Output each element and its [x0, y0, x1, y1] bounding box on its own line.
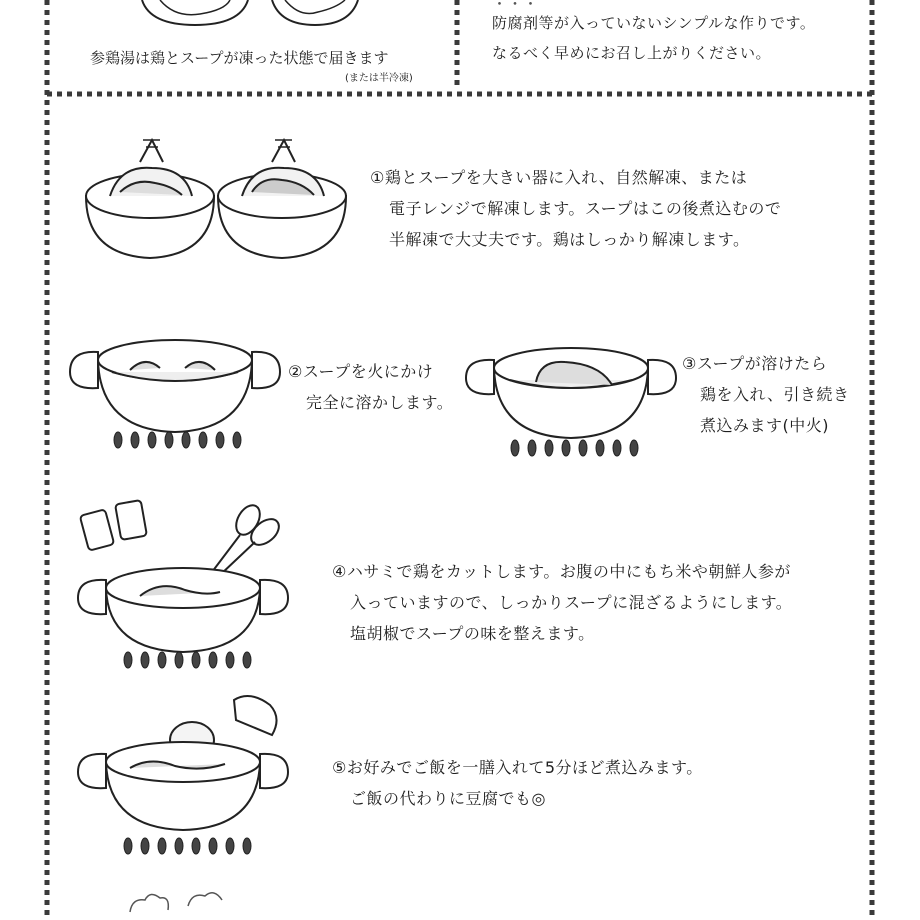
frozen-delivery-note: (または半冷凍) — [345, 73, 413, 84]
eat-soon-note: なるべく早めにお召し上がりください。 — [492, 44, 772, 62]
top-right-cut-line: ・・・ — [492, 0, 539, 13]
step-5-number: ⑤ — [332, 758, 347, 777]
step-4-line-1: ④ハサミで鶏をカットします。お腹の中にもち米や朝鮮人参が — [332, 562, 791, 581]
step-5-line-2: ご飯の代わりに豆腐でも◎ — [350, 789, 546, 808]
preservative-note: 防腐剤等が入っていないシンプルな作りです。 — [492, 14, 816, 32]
step-3-line-1: ③スープが溶けたら — [682, 354, 828, 373]
step-1-line-3: 半解凍で大丈夫です。鶏はしっかり解凍します。 — [389, 230, 750, 249]
step-1-number: ① — [370, 168, 385, 187]
step-3-line-2: 鶏を入れ、引き続き — [700, 385, 850, 404]
step-3-line-3: 煮込みます(中火) — [700, 416, 829, 435]
step-2-line-2: 完全に溶かします。 — [306, 393, 454, 412]
step-1-line-2: 電子レンジで解凍します。スープはこの後煮込むので — [389, 199, 782, 218]
step-4-line-2: 入っていますので、しっかりスープに混ざるようにします。 — [350, 593, 793, 612]
step-3-number: ③ — [682, 354, 697, 373]
step-4-line-3: 塩胡椒でスープの味を整えます。 — [350, 624, 595, 643]
frozen-delivery-caption: 参鶏湯は鶏とスープが凍った状態で届きます — [90, 49, 389, 67]
step-2-number: ② — [288, 362, 303, 381]
step-5-line-1: ⑤お好みでご飯を一膳入れて5分ほど煮込みます。 — [332, 758, 703, 777]
step-1-line-1: ①鶏とスープを大きい器に入れ、自然解凍、または — [370, 168, 748, 187]
step-4-number: ④ — [332, 562, 347, 581]
step-2-line-1: ②スープを火にかけ — [288, 362, 434, 381]
